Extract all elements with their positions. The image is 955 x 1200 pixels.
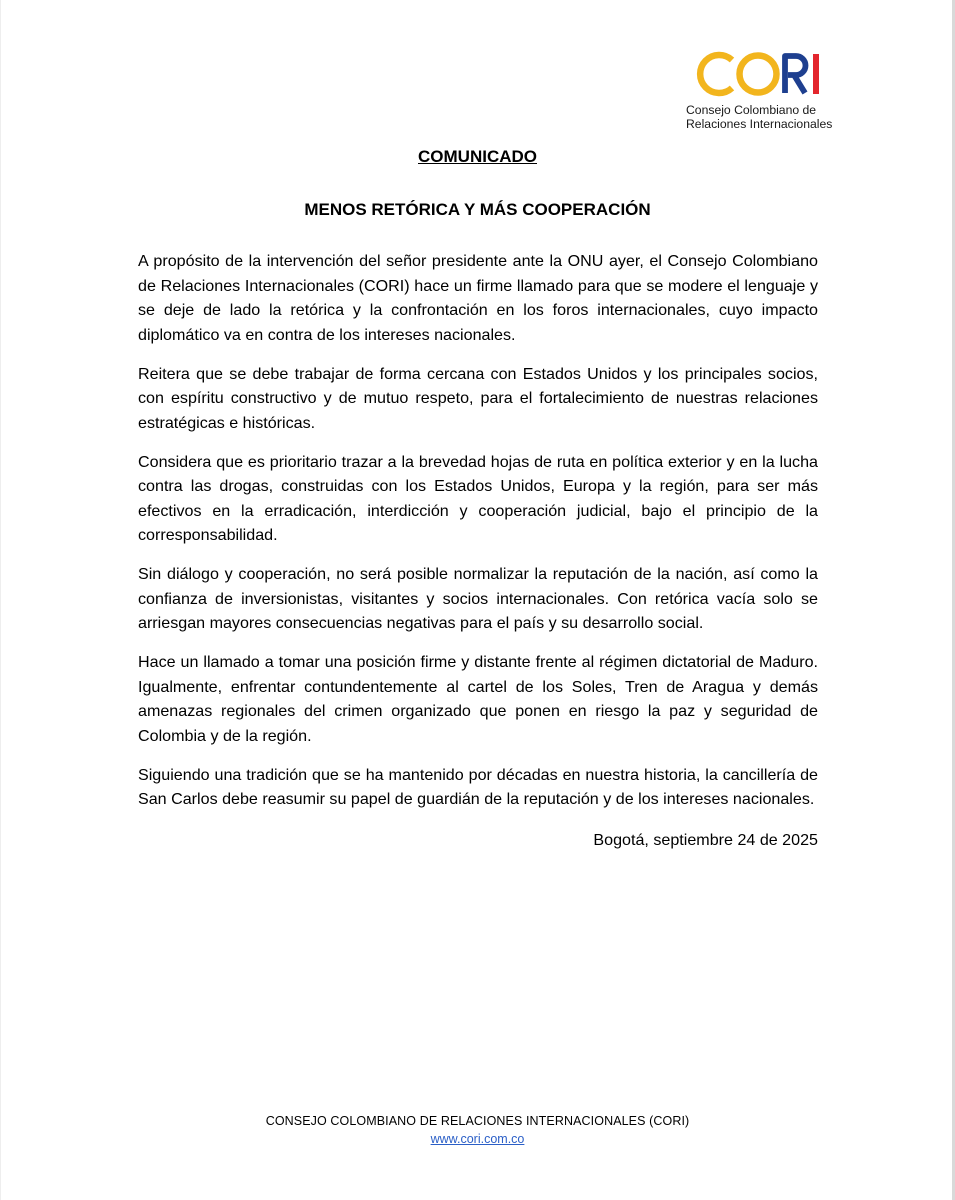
- logo-subtitle-line1: Consejo Colombiano de: [686, 103, 817, 117]
- footer-website-link[interactable]: www.cori.com.co: [430, 1132, 525, 1146]
- place-date-signoff: Bogotá, septiembre 24 de 2025: [593, 831, 818, 849]
- document-body: [138, 249, 818, 826]
- body-paragraph: Hace un llamado a tomar una posición firme y distante frente al régimen dictatorial de Maduro. Igualmente, enfrentar contundentemente al cartel de los Soles, Tren de Aragua y demás amenazas regionales del crimen organizado que ponen en riesgo la paz y seguridad de Colombia y de la región.: [138, 653, 818, 745]
- logo-letter-o: [740, 56, 777, 93]
- page-edge-left: [0, 0, 1, 1200]
- footer-organization: CONSEJO COLOMBIANO DE RELACIONES INTERNACIONALES (CORI): [265, 1114, 690, 1128]
- body-paragraph: Considera que es prioritario trazar a la brevedad hojas de ruta en política exterior y en la lucha contra las drogas, construidas con los Estados Unidos, Europa y la región, para ser más efectivos en la erradicación, interdicción y cooperación judicial, bajo el principio de la corresponsabilidad.: [138, 452, 818, 544]
- cori-wordmark-graphic: [696, 48, 826, 100]
- cori-logo: [686, 48, 836, 132]
- body-paragraph: Siguiendo una tradición que se ha mantenido por décadas en nuestra historia, la cancillería de San Carlos debe reasumir su papel de guardián de la reputación y de los intereses nacionales.: [138, 765, 818, 808]
- logo-letter-r: [785, 56, 806, 93]
- body-paragraph: Sin diálogo y cooperación, no será posible normalizar la reputación de la nación, así como la confianza de inversionistas, visitantes y socios internacionales. Con retórica vacía solo se arriesgan mayores consecuencias negativas para el país y su desarrollo social.: [138, 565, 818, 632]
- body-paragraph: A propósito de la intervención del señor presidente ante la ONU ayer, el Consejo Colombiano de Relaciones Internacionales (CORI) hace un firme llamado para que se modere el lenguaje y se deje de lado la retórica y la confrontación en los foros internacionales, cuyo impacto diplomático va en contra de los intereses nacionales.: [138, 252, 818, 344]
- body-paragraph: Reitera que se debe trabajar de forma cercana con Estados Unidos y los principales socios, con espíritu constructivo y de mutuo respeto, para el fortalecimiento de nuestras relaciones estratégicas e históricas.: [138, 364, 818, 432]
- logo-letter-c: [700, 55, 732, 93]
- document-label: COMUNICADO: [418, 147, 537, 166]
- logo-subtitle-line2: Relaciones Internacionales: [686, 117, 833, 131]
- logo-letter-i: [813, 54, 819, 94]
- document-headline: MENOS RETÓRICA Y MÁS COOPERACIÓN: [304, 200, 651, 219]
- logo-subtitle: [686, 103, 836, 131]
